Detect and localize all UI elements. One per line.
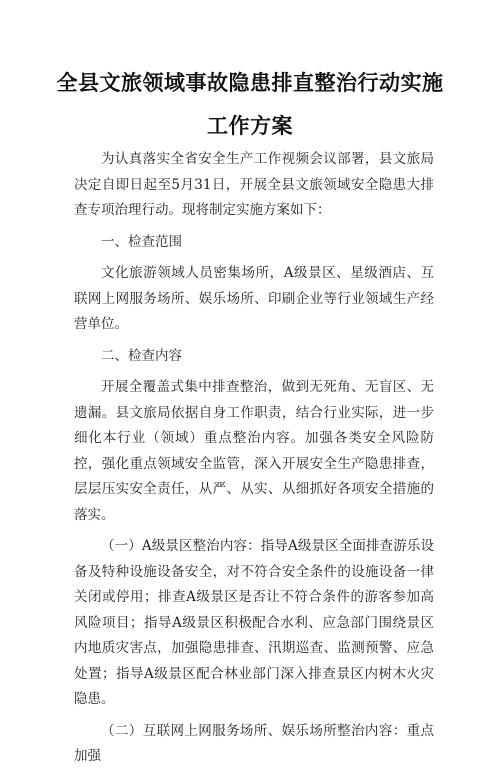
document-title-line2: 工作方案 xyxy=(207,114,293,138)
document-body xyxy=(74,147,434,770)
subsection-internet-entertainment: （二）互联网上网服务场所、娱乐场所整治内容：重点加强 xyxy=(74,722,434,764)
scope-paragraph: 文化旅游领域人员密集场所，A级景区、星级酒店、互联网上网服务场所、娱乐场所、印刷企业等行业领域生产经营单位。 xyxy=(74,265,434,332)
subsection-a-level-scenic: （一）A级景区整治内容：指导A级景区全面排查游乐设备及特种设施设备安全，对不符合安全条件的设施设备一律关闭或停用；排查A级景区是否让不符合条件的游客参加高风险项目；指导A级景区积极配合水利、应急部门围绕景区内地质灾害点，加强隐患排查、汛期巡查、监测预警、应急处置；指导A级景区配合林业部门深入排查景区内树木火灾隐患。 xyxy=(74,538,434,707)
section-heading-scope: 一、检查范围 xyxy=(101,233,182,250)
content-paragraph: 开展全覆盖式集中排查整治，做到无死角、无盲区、无遗漏。县文旅局依据自身工作职责，结合行业实际，进一步细化本行业（领域）重点整治内容。加强各类安全风险防控，强化重点领域安全监管，深入开展安全生产隐患排查，层层压实安全责任，从严、从实、从细抓好各项安全措施的落实。 xyxy=(74,379,434,523)
intro-paragraph: 为认真落实全省安全生产工作视频会议部署，县文旅局决定自即日起至5月31日，开展全县文旅领域安全隐患大排查专项治理行动。现将制定实施方案如下： xyxy=(74,151,434,218)
section-heading-content: 二、检查内容 xyxy=(101,347,182,364)
document-title: 全县文旅领域事故隐患排直整治行动实施 xyxy=(56,71,444,95)
